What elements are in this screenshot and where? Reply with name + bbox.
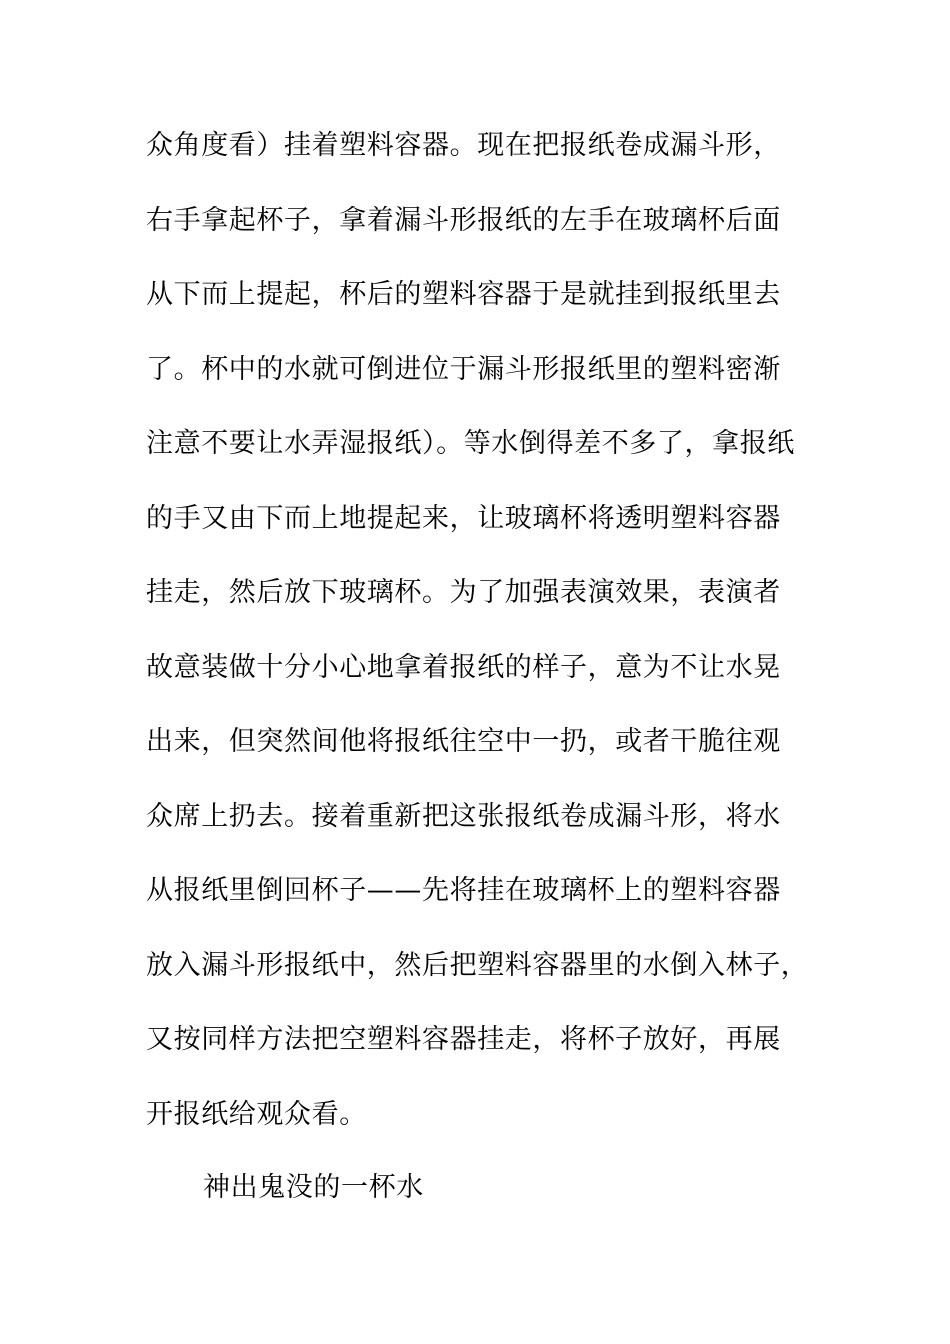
paragraph-line: 又按同样方法把空塑料容器挂走，将杯子放好，再展: [146, 1024, 781, 1055]
paragraph-line: 出来，但突然间他将报纸往空中一扔，或者干脆往观: [146, 726, 781, 757]
body-paragraph: [146, 118, 826, 1161]
paragraph-line: 挂走，然后放下玻璃杯。为了加强表演效果，表演者: [146, 577, 781, 608]
paragraph-line: 放入漏斗形报纸中，然后把塑料容器里的水倒入林子，: [146, 949, 809, 981]
paragraph-line: 从下而上提起，杯后的塑料容器于是就挂到报纸里去: [146, 279, 781, 310]
paragraph-line: 众席上扔去。接着重新把这张报纸卷成漏斗形，将水: [146, 800, 781, 832]
paragraph-line: 了。杯中的水就可倒进位于漏斗形报纸里的塑料密渐: [146, 353, 781, 385]
paragraph-line: 众角度看）挂着塑料容器。现在把报纸卷成漏斗形，: [146, 130, 781, 161]
paragraph-line: 的手又由下而上地提起来，让玻璃杯将透明塑料容器: [146, 502, 781, 534]
paragraph-line: 注意不要让水弄湿报纸）。等水倒得差不多了，拿报纸: [146, 428, 795, 459]
paragraph-line: 右手拿起杯子，拿着漏斗形报纸的左手在玻璃杯后面: [146, 204, 781, 236]
paragraph-line: 故意装做十分小心地拿着报纸的样子，意为不让水晃: [146, 651, 781, 683]
section-heading: 神出鬼没的一杯水: [203, 1172, 424, 1203]
paragraph-line: 开报纸给观众看。: [146, 1098, 367, 1130]
paragraph-line: 从报纸里倒回杯子——先将挂在玻璃杯上的塑料容器: [146, 875, 781, 906]
